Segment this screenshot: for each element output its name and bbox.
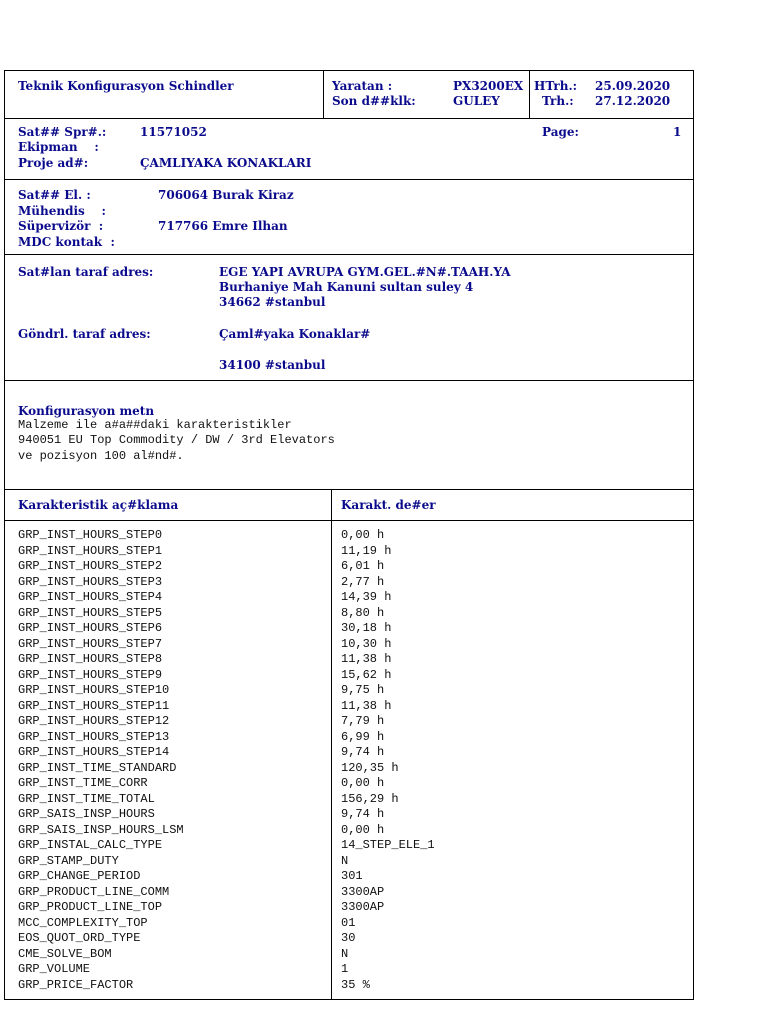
characteristic-name: GRP_INST_HOURS_STEP14 [18, 745, 170, 759]
creator-label: Yaratan : [332, 79, 393, 93]
created-date-value: 25.09.2020 [595, 79, 671, 93]
people-section [5, 180, 693, 255]
characteristic-value: 14,39 h [341, 590, 392, 604]
last-changed-value: GULEY [453, 94, 500, 108]
characteristic-value: 7,79 h [341, 714, 385, 728]
characteristic-name: GRP_INST_TIME_TOTAL [18, 791, 155, 806]
supervisor-label: Süpervizör : [18, 219, 104, 233]
characteristic-value: 3300AP [341, 884, 385, 899]
characteristic-value: 30 [341, 931, 356, 945]
characteristic-value: 14_STEP_ELE_1 [341, 838, 435, 852]
config-title: Konfigurasyon metn [18, 404, 155, 418]
characteristic-name: GRP_STAMP_DUTY [18, 853, 119, 868]
characteristic-name: GRP_SAIS_INSP_HOURS_LSM [18, 822, 184, 837]
header-section [5, 71, 693, 119]
characteristic-value: 156,29 h [341, 791, 399, 806]
characteristic-name: GRP_INST_TIME_CORR [18, 776, 148, 790]
page-number: 1 [673, 125, 682, 139]
characteristic-name: GRP_INST_HOURS_STEP9 [18, 667, 163, 682]
config-document [4, 70, 694, 1000]
characteristic-name: GRP_INST_HOURS_STEP0 [18, 528, 163, 542]
characteristic-value: 11,38 h [341, 652, 392, 666]
characteristic-value: N [341, 853, 349, 868]
seller-address-label: Sat#lan taraf adres: [18, 265, 154, 279]
page-label: Page: [542, 125, 579, 139]
config-line: Malzeme ile a#a##daki karakteristikler [18, 418, 292, 432]
creator-value: PX3200EX [453, 79, 524, 93]
characteristic-value: 8,80 h [341, 605, 385, 620]
characteristic-value: 9,74 h [341, 745, 385, 759]
characteristic-value: N [341, 946, 349, 961]
document-title: Teknik Konfigurasyon Schindler [18, 79, 234, 93]
characteristic-name: GRP_INST_TIME_STANDARD [18, 760, 177, 775]
characteristic-name: GRP_INST_HOURS_STEP4 [18, 590, 163, 604]
column-header-value: Karakt. de#er [341, 498, 436, 512]
seller-address-line3: 34662 #stanbul [219, 295, 326, 309]
column-header-description: Karakteristik aç#klama [18, 498, 179, 512]
characteristic-name: GRP_SAIS_INSP_HOURS [18, 807, 155, 821]
characteristic-name: GRP_INST_HOURS_STEP10 [18, 683, 170, 697]
config-section [5, 381, 693, 490]
characteristic-value: 0,00 h [341, 528, 385, 542]
supervisor-value: 717766 Emre Ilhan [158, 219, 288, 233]
config-line: 940051 EU Top Commodity / DW / 3rd Elevators [18, 433, 335, 447]
characteristic-name: GRP_INST_HOURS_STEP1 [18, 543, 163, 558]
characteristic-value: 11,19 h [341, 543, 392, 558]
characteristic-value: 15,62 h [341, 667, 392, 682]
seller-address-line1: EGE YAPI AVRUPA GYM.GEL.#N#.TAAH.YA [219, 265, 511, 279]
characteristic-name: GRP_INST_HOURS_STEP2 [18, 559, 163, 573]
divider [529, 71, 530, 118]
config-line: ve pozisyon 100 al#nd#. [18, 449, 184, 463]
engineer-label: Mühendis : [18, 204, 106, 218]
characteristic-value: 1 [341, 962, 349, 976]
characteristic-name: GRP_INST_HOURS_STEP11 [18, 698, 170, 713]
characteristic-name: GRP_INST_HOURS_STEP3 [18, 574, 163, 589]
characteristic-value: 2,77 h [341, 574, 385, 589]
project-value: ÇAMLIYAKA KONAKLARI [140, 156, 312, 170]
characteristic-value: 9,74 h [341, 807, 385, 821]
column-divider [331, 490, 332, 1000]
characteristic-name: GRP_PRODUCT_LINE_TOP [18, 900, 163, 914]
order-no-label: Sat## Spr#.: [18, 125, 107, 139]
sales-label: Sat## El. : [18, 188, 91, 202]
date-label: Trh.: [542, 94, 574, 108]
characteristics-values [341, 528, 435, 993]
characteristic-value: 11,38 h [341, 698, 392, 713]
characteristic-name: GRP_INSTAL_CALC_TYPE [18, 838, 163, 852]
characteristic-value: 0,00 h [341, 822, 385, 837]
address-section [5, 255, 693, 381]
ship-address-line1: Çaml#yaka Konaklar# [219, 327, 371, 341]
characteristics-names [18, 528, 184, 993]
divider [323, 71, 324, 118]
last-changed-label: Son d##klk: [332, 94, 416, 108]
characteristic-value: 01 [341, 915, 356, 930]
characteristic-value: 6,01 h [341, 559, 385, 573]
created-date-label: HTrh.: [534, 79, 578, 93]
order-no-value: 11571052 [140, 125, 207, 139]
characteristic-name: MCC_COMPLEXITY_TOP [18, 915, 148, 930]
characteristic-value: 120,35 h [341, 760, 399, 775]
characteristic-value: 6,99 h [341, 729, 385, 744]
equipment-label: Ekipman : [18, 140, 99, 154]
characteristic-value: 301 [341, 869, 363, 883]
characteristic-name: GRP_INST_HOURS_STEP7 [18, 636, 163, 651]
characteristic-name: GRP_PRICE_FACTOR [18, 977, 134, 992]
characteristic-name: EOS_QUOT_ORD_TYPE [18, 931, 141, 945]
characteristic-name: GRP_VOLUME [18, 962, 91, 976]
characteristic-name: GRP_CHANGE_PERIOD [18, 869, 141, 883]
characteristic-name: CME_SOLVE_BOM [18, 946, 112, 961]
date-value: 27.12.2020 [595, 94, 671, 108]
order-section [5, 119, 693, 180]
project-label: Proje ad#: [18, 156, 89, 170]
characteristic-value: 9,75 h [341, 683, 385, 697]
characteristic-value: 35 % [341, 977, 370, 992]
characteristic-value: 30,18 h [341, 621, 392, 635]
characteristic-name: GRP_INST_HOURS_STEP5 [18, 605, 163, 620]
characteristic-name: GRP_INST_HOURS_STEP13 [18, 729, 170, 744]
characteristic-value: 3300AP [341, 900, 385, 914]
mdc-label: MDC kontak : [18, 235, 115, 249]
characteristic-value: 10,30 h [341, 636, 392, 651]
characteristic-name: GRP_INST_HOURS_STEP8 [18, 652, 163, 666]
characteristic-name: GRP_INST_HOURS_STEP6 [18, 621, 163, 635]
ship-address-line2: 34100 #stanbul [219, 358, 326, 372]
characteristic-name: GRP_PRODUCT_LINE_COMM [18, 884, 170, 899]
seller-address-line2: Burhaniye Mah Kanuni sultan suley 4 [219, 280, 474, 294]
characteristic-value: 0,00 h [341, 776, 385, 790]
table-header [5, 490, 693, 521]
sales-value: 706064 Burak Kiraz [158, 188, 294, 202]
ship-address-label: Göndrl. taraf adres: [18, 327, 151, 341]
characteristic-name: GRP_INST_HOURS_STEP12 [18, 714, 170, 728]
